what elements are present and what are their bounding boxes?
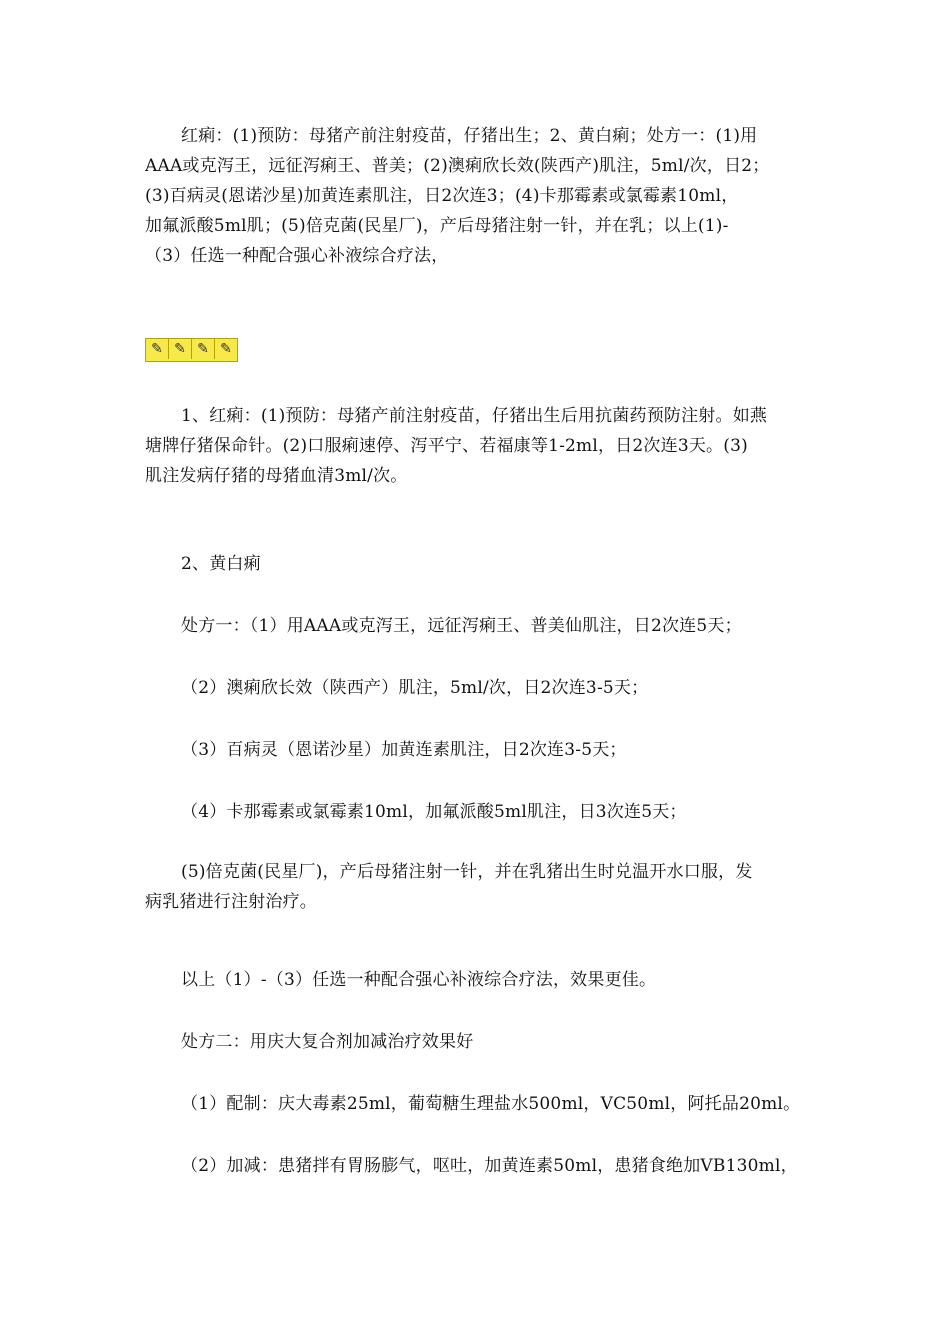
prescription1-item5-line-2: 病乳猪进行注射治疗。 [145,892,317,912]
prescription1-item4: （4）卡那霉素或氯霉素10ml，加氟派酸5ml肌注，日3次连5天； [181,802,687,822]
prescription2-item1-block [145,1089,815,1119]
summary-line-4: 加氟派酸5ml肌；(5)倍克菌(民星厂)，产后母猪注射一针，并在乳；以上(1)- [145,216,729,236]
section2-title: 2、黄白痢 [181,554,261,574]
prescription2-title-block [145,1027,815,1057]
summary-line-1: 红痢：(1)预防：母猪产前注射疫苗，仔猪出生；2、黄白痢；处方一：(1)用 [181,126,758,146]
summary-line-2: AAA或克泻王，远征泻痢王、普美；(2)澳痢欣长效(陕西产)肌注，5ml/次，日2； [145,156,770,176]
section1-line-1: 1、红痢：(1)预防：母猪产前注射疫苗，仔猪出生后用抗菌药预防注射。如燕 [181,406,768,426]
prescription2-title: 处方二：用庆大复合剂加减治疗效果好 [181,1032,474,1052]
section1-line-2: 塘牌仔猪保命针。(2)口服痢速停、泻平宁、若福康等1-2ml，日2次连3天。(3) [145,436,748,456]
prescription1-item2: （2）澳痢欣长效（陕西产）肌注，5ml/次，日2次连3-5天； [181,678,649,698]
pen-icon[interactable]: ✎ [169,339,192,359]
summary-paragraph [145,121,815,271]
prescription1-item5-block [145,857,815,917]
section-red-dysentery [145,401,815,491]
prescription2-item2-block [145,1151,815,1181]
prescription1-item3: （3）百病灵（恩诺沙星）加黄连素肌注，日2次连3-5天； [181,740,627,760]
prescription2-item2: （2）加减：患猪拌有胃肠膨气，呕吐，加黄连素50ml，患猪食绝加VB130ml， [181,1156,798,1176]
prescription1-item5-line-1: (5)倍克菌(民星厂)，产后母猪注射一针，并在乳猪出生时兑温开水口服，发 [181,862,753,882]
prescription1-note-block [145,965,815,995]
prescription1-item2-block [145,673,815,703]
summary-line-3: (3)百病灵(恩诺沙星)加黄连素肌注，日2次连3；(4)卡那霉素或氯霉素10ml， [145,186,739,206]
pen-icon[interactable]: ✎ [192,339,215,359]
prescription2-item1: （1）配制：庆大毒素25ml，葡萄糖生理盐水500ml，VC50ml，阿托品20ml。 [181,1094,801,1114]
section-yellow-white-dysentery [145,549,815,579]
summary-line-5: （3）任选一种配合强心补液综合疗法， [145,246,449,266]
pen-icon[interactable]: ✎ [220,341,232,357]
prescription1-item4-block [145,797,815,827]
prescription1-title: 处方一：（1）用AAA或克泻王，远征泻痢王、普美仙肌注，日2次连5天； [181,616,742,636]
section1-line-3: 肌注发病仔猪的母猪血清3ml/次。 [145,466,408,486]
pen-icon[interactable]: ✎ [146,339,169,359]
prescription1-note: 以上（1）-（3）任选一种配合强心补液综合疗法，效果更佳。 [181,970,657,990]
prescription1-item3-block [145,735,815,765]
icon-toolbar [145,338,238,362]
prescription1-title-block [145,611,815,641]
